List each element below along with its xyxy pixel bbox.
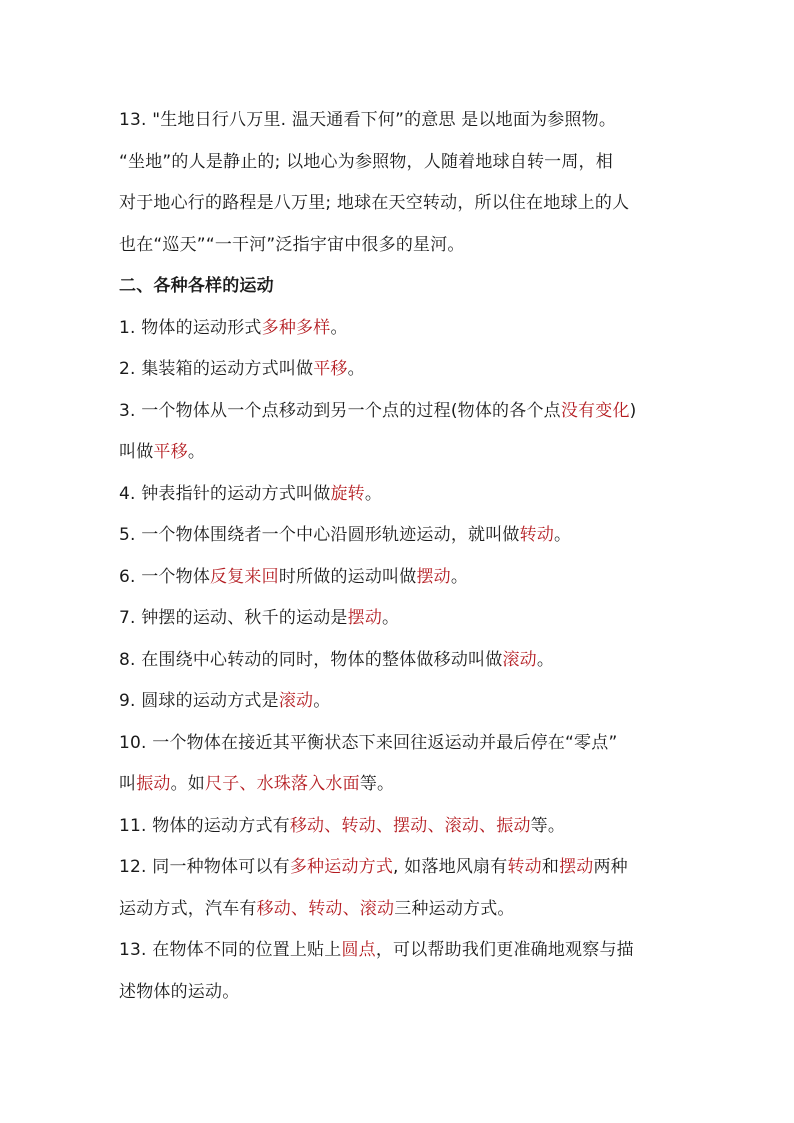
text-run: 。: [364, 483, 383, 504]
text-run: 。: [330, 317, 348, 338]
text-line: [119, 889, 694, 931]
text-line: [119, 100, 694, 142]
text-run: 10. 一个物体在接近其平衡状态下来回往返运动并最后停在“零点”: [119, 732, 618, 753]
highlighted-term: 尺子、水珠落入水面: [205, 774, 360, 794]
text-run: 。: [554, 525, 572, 545]
text-line: [119, 474, 694, 516]
text-line: [119, 930, 694, 972]
text-line: [119, 225, 694, 267]
highlighted-term: 反复来回: [210, 566, 279, 587]
text-run: 6. 一个物体: [119, 566, 211, 587]
text-line: [119, 598, 694, 640]
text-line: [119, 515, 694, 557]
text-line: [119, 349, 694, 391]
text-run: 叫做: [119, 442, 154, 462]
text-run: 运动方式，汽车有: [119, 898, 257, 919]
text-run: 。: [450, 566, 469, 587]
text-run: 三种运动方式。: [394, 898, 515, 919]
highlighted-term: 多种运动方式: [289, 857, 394, 877]
highlighted-term: 滚动: [502, 649, 537, 670]
text-run: 2. 集装箱的运动方式叫做: [119, 359, 314, 379]
highlighted-term: 没有变化: [560, 400, 630, 421]
section-heading: [119, 266, 694, 308]
text-run: 8. 在围绕中心转动的同时，物体的整体做移动叫做: [119, 649, 503, 670]
highlighted-term: 平移: [313, 359, 348, 379]
text-run: 二、各种各样的运动: [119, 276, 274, 296]
text-line: [119, 183, 694, 225]
highlighted-term: 摆动: [347, 608, 383, 628]
highlighted-term: 圆点: [341, 940, 376, 960]
text-run: 13. 在物体不同的位置上贴上: [119, 940, 342, 960]
text-line: [119, 972, 694, 1014]
highlighted-term: 摆动: [416, 566, 451, 587]
text-run: 时所做的运动叫做: [278, 566, 417, 587]
text-run: 4. 钟表指针的运动方式叫做: [119, 483, 331, 504]
highlighted-term: 旋转: [330, 483, 365, 504]
text-run: ，可以帮助我们更准确地观察与描: [375, 940, 634, 960]
text-run: 对于地心行的路程是八万里; 地球在天空转动，所以住在地球上的人: [119, 193, 630, 213]
text-run: 5. 一个物体围绕者一个中心沿圆形轨迹运动，就叫做: [119, 525, 520, 545]
highlighted-term: 移动、转动、摆动、滚动、振动: [289, 815, 531, 836]
text-run: 。: [382, 608, 400, 628]
text-run: ): [629, 400, 637, 421]
highlighted-term: 多种多样: [261, 317, 331, 338]
text-run: 。: [187, 442, 206, 462]
highlighted-term: 转动: [507, 857, 542, 877]
highlighted-term: 摆动: [559, 857, 594, 877]
document-body: [119, 100, 694, 1013]
text-run: 12. 同一种物体可以有: [119, 857, 290, 877]
text-run: 也在“巡天”“一干河”泛指宇宙中很多的星河。: [119, 234, 465, 255]
text-run: “坐地”的人是静止的; 以地心为参照物，人随着地球自转一周，相: [119, 151, 613, 172]
highlighted-term: 平移: [153, 442, 188, 462]
highlighted-term: 振动: [136, 774, 171, 794]
text-run: 1. 物体的运动形式: [119, 317, 262, 338]
text-line: [119, 764, 694, 806]
text-line: [119, 557, 694, 599]
text-line: [119, 308, 694, 350]
text-line: [119, 142, 694, 184]
highlighted-term: 移动、转动、滚动: [256, 898, 395, 919]
text-line: [119, 681, 694, 723]
text-run: 。: [536, 649, 555, 670]
text-line: [119, 723, 694, 765]
text-run: 。: [347, 359, 365, 379]
text-line: [119, 391, 694, 433]
text-run: 述物体的运动。: [119, 981, 240, 1002]
text-run: 。: [313, 691, 331, 711]
text-run: , 如落地风扇有: [393, 857, 508, 877]
text-run: 叫: [119, 774, 137, 794]
text-run: 等。: [359, 774, 395, 794]
text-run: 11. 物体的运动方式有: [119, 815, 290, 836]
text-run: 和: [541, 857, 560, 877]
text-run: 等。: [530, 815, 566, 836]
text-line: [119, 640, 694, 682]
highlighted-term: 滚动: [278, 691, 314, 711]
text-line: [119, 806, 694, 848]
text-run: 7. 钟摆的运动、秋千的运动是: [119, 608, 348, 628]
text-run: 13. "生地日行八万里. 温天通看下何”的意思 是以地面为参照物。: [119, 110, 617, 130]
text-run: 9. 圆球的运动方式是: [119, 691, 279, 711]
text-line: [119, 432, 694, 474]
text-line: [119, 847, 694, 889]
text-run: 两种: [593, 857, 628, 877]
highlighted-term: 转动: [519, 525, 555, 545]
text-run: 。如: [170, 774, 206, 794]
text-run: 3. 一个物体从一个点移动到另一个点的过程(物体的各个点: [119, 400, 561, 421]
